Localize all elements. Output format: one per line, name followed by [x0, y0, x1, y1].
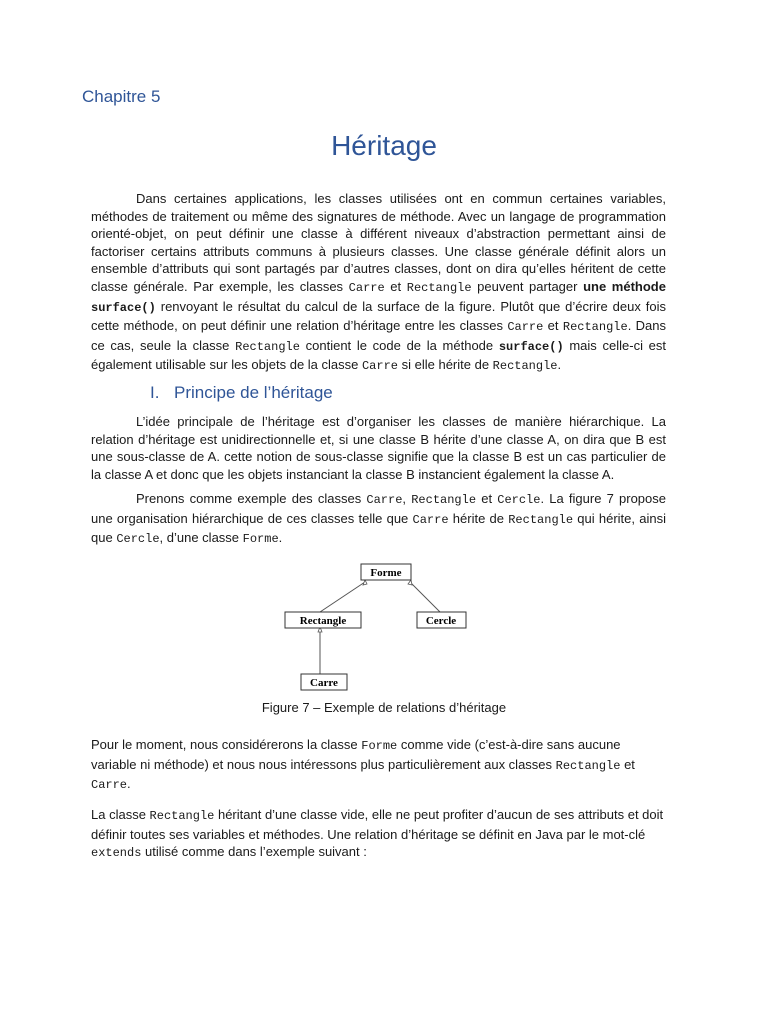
intro-paragraph: Dans certaines applications, les classes utilisées ont en commun certaines variables, méthodes de traitement ou même des signatures de méthode. Avec un langage de programmation orienté-objet, on peut définir une classe à différent niveaux d’abstraction permettant ainsi de factoriser certains attributs communs à plusieurs classes. Une classe générale définit alors un ensemble d’attributs qui sont partagés par d’autres classes, dont on dira qu’elles héritent de cette classe générale. Par exemple, les classes Carre et Rectangle peuvent partager une méthode surface() renvoyant le résultat du calcul de la surface de la figure. Plutôt que d’écrire deux fois cette méthode, on peut définir une relation d’héritage entre les classes Carre et Rectangle. Dans ce cas, seule la classe Rectangle contient le code de la méthode surface() mais celle-ci est également utilisable sur les objets de la classe Carre si elle hérite de Rectangle. — [91, 191, 666, 374]
arrowhead-forme-right — [408, 580, 412, 585]
inheritance-diagram — [280, 560, 480, 695]
arrowhead-forme-left — [363, 580, 367, 585]
class-box-forme — [361, 564, 411, 580]
section-heading: I. Principe de l’héritage — [150, 383, 333, 402]
forme-paragraph: Pour le moment, nous considérerons la classe Forme comme vide (c’est-à-dire sans aucune variable ni méthode) et nous nous intéressons plus particulièrement aux classes Rectangle et Carre. — [91, 737, 635, 793]
example-paragraph: Prenons comme exemple des classes Carre, Rectangle et Cercle. La figure 7 propose une organisation hiérarchique de ces classes telle que Carre hérite de Rectangle qui hérite, ainsi que Cercle, d’une classe Forme. — [91, 491, 666, 547]
chapter-label: Chapitre 5 — [82, 87, 161, 106]
page-title: Héritage — [331, 130, 437, 161]
class-box-carre — [301, 674, 347, 690]
edge-rectangle-forme — [320, 582, 365, 612]
class-box-rectangle — [285, 612, 361, 628]
class-label-rectangle: Rectangle — [299, 615, 347, 627]
principle-paragraph: L’idée principale de l’héritage est d’organiser les classes de manière hiérarchique. La relation d’héritage est unidirectionnelle et, si une classe B hérite d’une classe A, on dira que B est une sous-classe de A. cette notion de sous-classe signifie que la classe B est un cas particulier de la classe A et donc que les objets instanciant la classe B instancient également la classe A. — [91, 414, 666, 482]
edge-cercle-forme — [410, 582, 440, 612]
class-label-forme: Forme — [370, 567, 402, 579]
class-box-cercle — [417, 612, 466, 628]
class-label-cercle: Cercle — [425, 615, 457, 627]
figure-caption: Figure 7 – Exemple de relations d’héritage — [261, 700, 507, 715]
extends-paragraph: La classe Rectangle héritant d’une classe vide, elle ne peut profiter d’aucun de ses attributs et doit définir toutes ses variables et méthodes. Une relation d’héritage se définit en Java par le mot-clé extends utilisé comme dans l’exemple suivant : — [91, 807, 664, 861]
class-label-carre: Carre — [310, 677, 338, 689]
